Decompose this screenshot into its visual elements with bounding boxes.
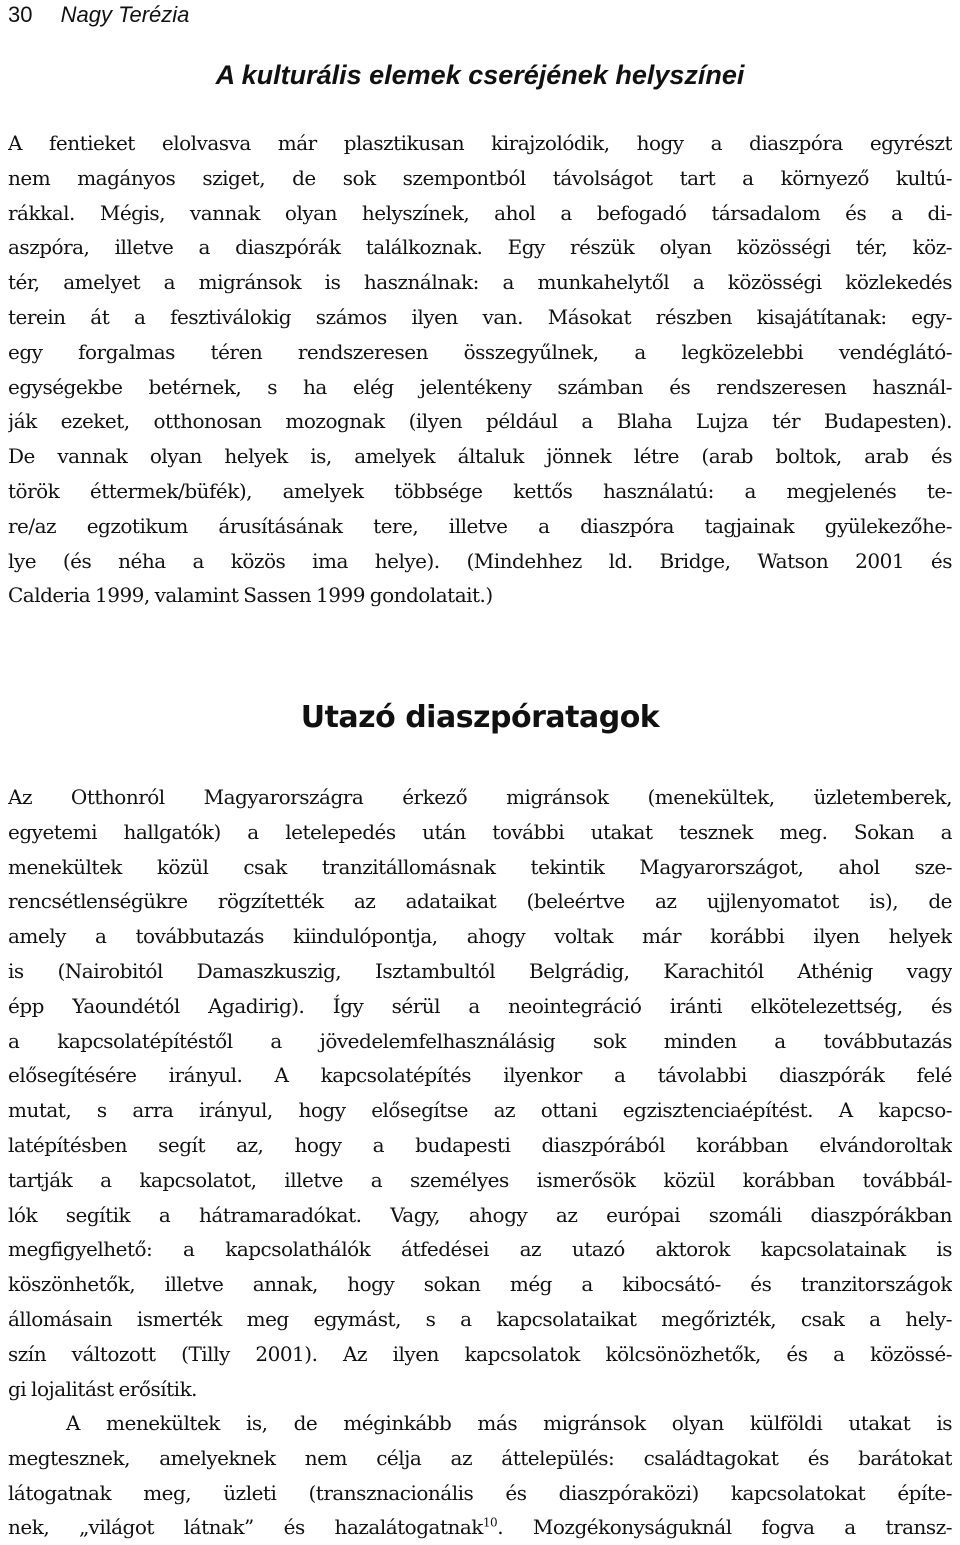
text-line: megfigyelhető: a kapcsolathálók átfedései az utazó aktorok kapcsolatainak is bbox=[8, 1237, 952, 1262]
text-line: nem magányos sziget, de sok szempontból távolságot tart a környező kultú- bbox=[8, 165, 952, 190]
text-line: A menekültek is, de méginkább más migránsok olyan külföldi utakat is bbox=[66, 1411, 952, 1435]
text-line: mutat, s arra irányul, hogy elősegítse az ottani egzisztenciaépítést. A kapcso- bbox=[8, 1098, 952, 1123]
text-line: lók segítik a hátramaradókat. Vagy, ahogy az európai szomáli diaszpórákban bbox=[8, 1202, 952, 1227]
text-line: elősegítésére irányul. A kapcsolatépítés ilyenkor a távolabbi diaszpórák felé bbox=[8, 1063, 952, 1088]
text-line: rencsétlenségükre rögzítették az adataikat (beleértve az ujjlenyomatot is), de bbox=[8, 889, 952, 914]
text-line: szín változott (Tilly 2001). Az ilyen kapcsolatok kölcsönözhetők, és a közössé- bbox=[8, 1341, 952, 1366]
text-line: a kapcsolatépítéstől a jövedelemfelhasználásig sok minden a továbbutazás bbox=[8, 1028, 952, 1053]
text-line: épp Yaoundétól Agadirig). Így sérül a neointegráció iránti elkötelezettség, és bbox=[8, 993, 952, 1018]
text-line: állomásain ismerték meg egymást, s a kapcsolataikat megőrizték, csak a hely- bbox=[8, 1306, 952, 1331]
text-line: megtesznek, amelyeknek nem célja az áttelepülés: családtagokat és barátokat bbox=[8, 1445, 952, 1470]
text-line: rákkal. Mégis, vannak olyan helyszínek, ahol a befogadó társadalom és a di- bbox=[8, 200, 952, 225]
text-line: köszönhetők, illetve annak, hogy sokan még a kibocsátó- és tranzitországok bbox=[8, 1272, 952, 1297]
text-line: egységekbe betérnek, s ha elég jelentékeny számban és rendszeresen használ- bbox=[8, 374, 952, 399]
text-line: Calderia 1999, valamint Sassen 1999 gondolatait.) bbox=[8, 583, 493, 608]
section-heading-2: Utazó diaszpóratagok bbox=[300, 700, 660, 735]
text-line: re/az egzotikum árusításának tere, illetve a diaszpóra tagjainak gyülekezőhe- bbox=[8, 513, 952, 538]
text-line: török éttermek/büfék), amelyek többsége kettős használatú: a megjelenés te- bbox=[8, 478, 952, 503]
text-line: is (Nairobitól Damaszkuszig, Isztambultól Belgrádig, Karachitól Athénig vagy bbox=[8, 958, 952, 983]
text-line: Az Otthonról Magyarországra érkező migránsok (menekültek, üzletemberek, bbox=[8, 785, 952, 809]
text-line: lye (és néha a közös ima helye). (Mindehhez ld. Bridge, Watson 2001 és bbox=[8, 548, 952, 573]
text-line: tér, amelyet a migránsok is használnak: a munkahelytől a közösségi közlekedés bbox=[8, 270, 952, 295]
text-line: latépítésben segít az, hogy a budapesti diaszpórából korábban elvándoroltak bbox=[8, 1132, 952, 1157]
footnote-reference[interactable]: 10 bbox=[482, 1515, 498, 1530]
text-line: tartják a kapcsolatot, illetve a személyes ismerősök közül korábban továbbál- bbox=[8, 1167, 952, 1192]
running-author: Nagy Terézia bbox=[60, 2, 190, 27]
text-line: De vannak olyan helyek is, amelyek általuk jönnek létre (arab boltok, arab és bbox=[8, 444, 952, 469]
text-line: gi lojalitást erősítik. bbox=[8, 1376, 198, 1401]
text-line: egyetemi hallgatók) a letelepedés után további utakat tesznek meg. Sokan a bbox=[8, 819, 952, 844]
text-line: egy forgalmas téren rendszeresen összegyűlnek, a legközelebbi vendéglátó- bbox=[8, 339, 952, 364]
text-fragment: . Mozgékonyságuknál fogva a transz- bbox=[497, 1515, 952, 1540]
running-header bbox=[8, 2, 189, 28]
text-line: aszpóra, illetve a diaszpórák találkoznak. Egy részük olyan közösségi tér, köz- bbox=[8, 235, 952, 260]
page-number: 30 bbox=[8, 2, 33, 27]
text-line: menekültek közül csak tranzitállomásnak tekintik Magyarországot, ahol sze- bbox=[8, 854, 952, 879]
text-line: látogatnak meg, üzleti (transznacionális és diaszpóraközi) kapcsolatokat építe- bbox=[8, 1480, 952, 1505]
section1-paragraph bbox=[8, 126, 952, 613]
text-line bbox=[8, 1510, 952, 1545]
text-line: A fentieket elolvasva már plasztikusan kirajzolódik, hogy a diaszpóra egyrészt bbox=[8, 131, 952, 155]
section-heading: A kulturális elemek cseréjének helyszínei bbox=[215, 60, 745, 90]
text-fragment: nek, „világot látnak” és hazalátogatnak bbox=[8, 1515, 483, 1540]
section2-paragraph-2 bbox=[8, 1406, 952, 1545]
section2-paragraph-1 bbox=[8, 780, 952, 1406]
text-line: terein át a fesztiválokig számos ilyen van. Másokat részben kisajátítanak: egy- bbox=[8, 304, 952, 329]
text-line: amely a továbbutazás kiindulópontja, ahogy voltak már korábbi ilyen helyek bbox=[8, 924, 952, 949]
text-line: ják ezeket, otthonosan mozognak (ilyen például a Blaha Lujza tér Budapesten). bbox=[8, 409, 952, 434]
